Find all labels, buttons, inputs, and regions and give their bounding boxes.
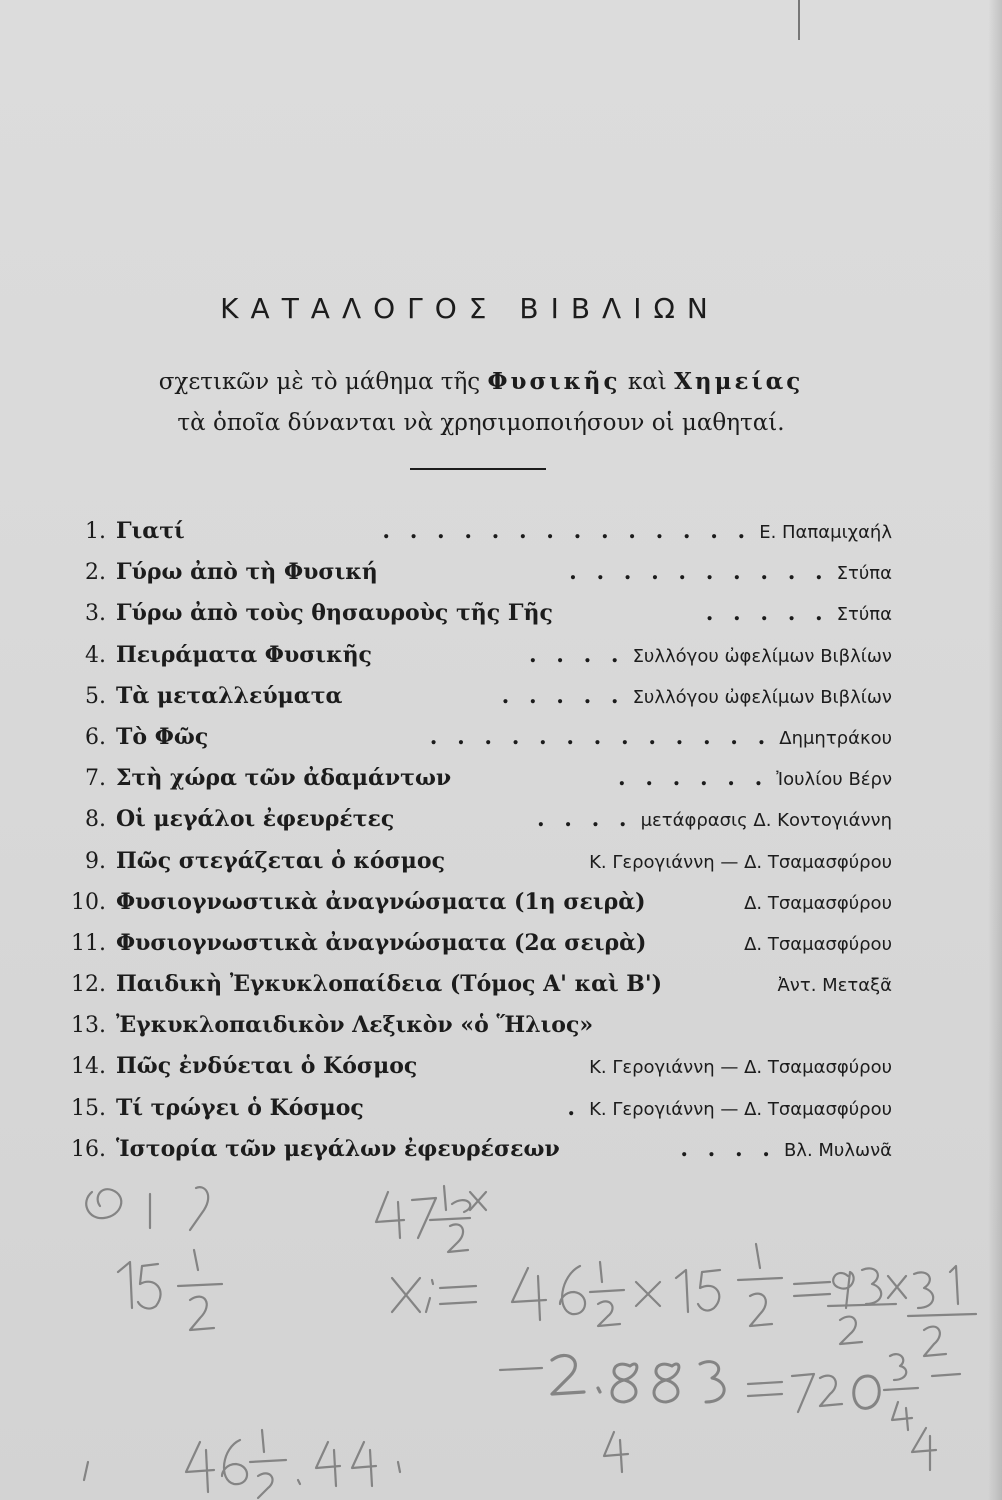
equals-4: [748, 1382, 782, 1396]
book-title: Πῶς ἐνδύεται ὁ Κόσμος: [116, 1053, 418, 1080]
frac-den-d: [840, 1317, 862, 1344]
pencil-calculations: [0, 1180, 1002, 1500]
frac-bar-i: [250, 1460, 286, 1462]
book-number: 6.: [85, 724, 106, 750]
book-entry: [52, 683, 892, 724]
digit-4i: [186, 1442, 214, 1492]
digit-7a: [412, 1198, 436, 1238]
book-title: Πειράματα Φυσικῆς: [116, 641, 372, 668]
decimal-point: [598, 1388, 600, 1392]
book-leader-dots: . . . . . . . . . . . . . .: [382, 518, 752, 544]
subtitle-and: καὶ: [620, 369, 675, 395]
book-title: Παιδικὴ Ἐγκυκλοπαίδεια (Τόμος Α' καὶ Β'): [116, 971, 663, 998]
book-leader-dots: . . . . .: [501, 682, 625, 709]
book-title: Γύρω ἀπὸ τὴ Φυσική: [116, 559, 378, 586]
book-title: Ἱστορία τῶν μεγάλων ἐφευρέσεων: [116, 1135, 560, 1162]
book-author: Ἰουλίου Βέρν: [776, 769, 892, 791]
digit-4g: [604, 1432, 628, 1472]
digit-5: [138, 1264, 161, 1309]
title-divider: [410, 468, 546, 470]
frac-num-c: [756, 1244, 760, 1268]
digit-6i: [222, 1440, 247, 1484]
times-1: [636, 1282, 660, 1306]
frac-den-i: [258, 1473, 273, 1498]
frac-den-b: [598, 1301, 620, 1326]
book-number: 15.: [71, 1095, 106, 1121]
book-entry: [52, 1095, 892, 1136]
book-entry: [52, 600, 892, 641]
ex-e: [452, 1200, 470, 1212]
digit-0r: [854, 1376, 880, 1408]
frac-num-1: [194, 1250, 198, 1270]
equals-1: [440, 1286, 476, 1304]
frac-den-2: [190, 1297, 214, 1330]
book-leader-dots: . . . .: [680, 1135, 776, 1162]
digit-5c: [698, 1270, 720, 1311]
book-author: Στύπα: [836, 563, 892, 585]
book-author: Συλλόγου ὠφελίμων Βιβλίων: [632, 645, 892, 667]
catalog-title: ΚΑΤΑΛΟΓΟΣ ΒΙΒΛΙΩΝ: [220, 292, 720, 325]
handwriting-sketch: [0, 1180, 1002, 1500]
book-number: 10.: [71, 889, 106, 915]
book-author: Στύπα: [836, 604, 892, 626]
frac-den-c: [750, 1294, 772, 1326]
book-number: 7.: [85, 766, 106, 792]
scribble-loop: [86, 1189, 121, 1218]
digit-1: [118, 1262, 132, 1308]
frac-bar-d: [828, 1304, 896, 1306]
book-leader-dots: . . . . . . . . . .: [569, 559, 829, 586]
frac-num-f: [890, 1354, 906, 1380]
book-number: 12.: [71, 972, 106, 998]
book-title: Τί τρώγει ὁ Κόσμος: [116, 1094, 364, 1121]
book-title: Φυσιογνωστικὰ ἀναγνώσματα (2α σειρὰ): [116, 929, 647, 956]
book-number: 8.: [85, 807, 106, 833]
book-number: 14.: [71, 1054, 106, 1080]
tick-mark: [398, 1462, 400, 1472]
margin-tick: [84, 1462, 88, 1480]
book-author: Δ. Τσαμασφύρου: [744, 933, 892, 955]
book-leader-dots: . . . . . . . . . . . . .: [429, 723, 772, 750]
book-number: 5.: [85, 683, 106, 709]
frac-den-a: [448, 1224, 468, 1252]
times-2: [888, 1276, 906, 1298]
book-title: Γιατί: [116, 518, 185, 544]
ex-x: [470, 1192, 486, 1210]
book-author: Κ. Γερογιάννη — Δ. Τσαμασφύρου: [589, 1057, 892, 1079]
dot-i: [298, 1480, 300, 1484]
digit-9: [833, 1272, 853, 1308]
scribble-stroke: [190, 1187, 208, 1230]
book-author: Κ. Γερογιάννη — Δ. Τσαμασφύρου: [589, 851, 892, 873]
book-number: 13.: [71, 1013, 106, 1039]
book-number: 2.: [85, 560, 106, 586]
book-number: 9.: [85, 848, 106, 874]
book-leader-dots: . . . .: [536, 806, 633, 833]
digit-7r: [792, 1374, 814, 1412]
digit-4h: [912, 1428, 936, 1470]
book-author: Συλλόγου ὠφελίμων Βιβλίων: [632, 686, 892, 708]
book-author: Ε. Παπαμιχαήλ: [759, 522, 892, 543]
digit-3r: [700, 1362, 724, 1402]
frac-bar-f: [884, 1388, 918, 1390]
book-leader-dots: . . . .: [528, 641, 625, 668]
book-number: 1.: [85, 519, 106, 544]
book-author: Βλ. Μυλωνᾶ: [783, 1139, 892, 1161]
book-leader-dots: . . . . .: [705, 600, 829, 627]
book-title: Οἱ μεγάλοι ἐφευρέτες: [116, 806, 395, 833]
frac-den-f: [892, 1402, 912, 1430]
book-author: Δημητράκου: [779, 727, 892, 749]
frac-num-i: [262, 1430, 264, 1452]
subtitle-physics: Φυσικῆς: [487, 368, 621, 395]
book-entry: [52, 518, 892, 559]
book-entry: [52, 559, 892, 600]
frac-num-a: [444, 1186, 446, 1210]
digit-1e: [950, 1266, 958, 1304]
subtitle-prefix: σχετικῶν μὲ τὸ μάθημα τῆς: [158, 369, 488, 395]
book-entry: [52, 889, 892, 930]
page-crease-mark: [798, 0, 800, 40]
book-entry: [52, 642, 892, 683]
book-author: Δ. Τσαμασφύρου: [744, 892, 892, 914]
book-number: 16.: [71, 1136, 106, 1162]
digit-4b: [512, 1268, 546, 1320]
subtitle-chemistry: Χημείας: [674, 368, 804, 395]
book-entry: [52, 1053, 892, 1094]
book-entry: [52, 806, 892, 847]
digit-4a: [376, 1192, 404, 1238]
book-author: Κ. Γερογιάννη — Δ. Τσαμασφύρου: [589, 1098, 892, 1120]
digit-4j: [316, 1442, 340, 1486]
book-number: 11.: [71, 930, 106, 956]
book-entry: [52, 765, 892, 806]
book-title: Πῶς στεγάζεται ὁ κόσμος: [116, 847, 445, 874]
book-author: μετάφρασις Δ. Κοντογιάννη: [640, 810, 892, 832]
book-entry: [52, 1136, 892, 1177]
book-number: 3.: [85, 601, 106, 627]
book-entry: [52, 971, 892, 1012]
digit-8b: [654, 1364, 679, 1402]
book-leader-dots: .: [567, 1094, 582, 1121]
catalog-subtitle-line2: τὰ ὁποῖα δύνανται νὰ χρησιμοποιήσουν οἱ μαθηταί.: [177, 410, 785, 436]
book-entry: [52, 1012, 892, 1053]
semicolon: [426, 1280, 433, 1312]
book-number: 4.: [85, 642, 106, 668]
book-title: Ἐγκυκλοπαιδικὸν Λεξικὸν «ὁ Ἥλιος»: [116, 1012, 594, 1039]
frac-bar-b: [590, 1290, 624, 1292]
book-title: Τὸ Φῶς: [116, 723, 209, 750]
frac-bar-e: [908, 1314, 976, 1316]
digit-8a: [612, 1364, 637, 1402]
book-entry: [52, 724, 892, 765]
var-x: [392, 1278, 420, 1312]
book-title: Γύρω ἀπὸ τοὺς θησαυροὺς τῆς Γῆς: [116, 600, 553, 627]
digit-3: [862, 1268, 881, 1304]
book-author: Ἀντ. Μεταξᾶ: [777, 975, 892, 997]
frac-bar-1: [178, 1284, 222, 1286]
catalog-subtitle-line1: [0, 368, 962, 395]
digit-2s: [820, 1376, 842, 1406]
book-entry: [52, 930, 892, 971]
scribble-ex: [932, 1374, 960, 1376]
book-list: [52, 518, 892, 1177]
book-title: Φυσιογνωστικὰ ἀναγνώσματα (1η σειρὰ): [116, 888, 646, 915]
book-title: Τὰ μεταλλεύματα: [116, 682, 343, 709]
equals-2: [794, 1282, 830, 1296]
equals-3: [500, 1368, 542, 1370]
digit-2r: [552, 1355, 584, 1394]
digit-4k: [352, 1442, 376, 1486]
digit-6b: [560, 1266, 585, 1314]
frac-num-b: [600, 1262, 602, 1282]
frac-bar-c: [738, 1278, 782, 1280]
digit-3e: [914, 1272, 933, 1308]
book-leader-dots: . . . . . .: [618, 765, 769, 792]
book-entry: [52, 848, 892, 889]
digit-1c: [676, 1270, 688, 1312]
book-title: Στὴ χώρα τῶν ἀδαμάντων: [116, 765, 452, 792]
frac-den-e: [924, 1327, 946, 1356]
frac-bar-a: [430, 1218, 470, 1220]
